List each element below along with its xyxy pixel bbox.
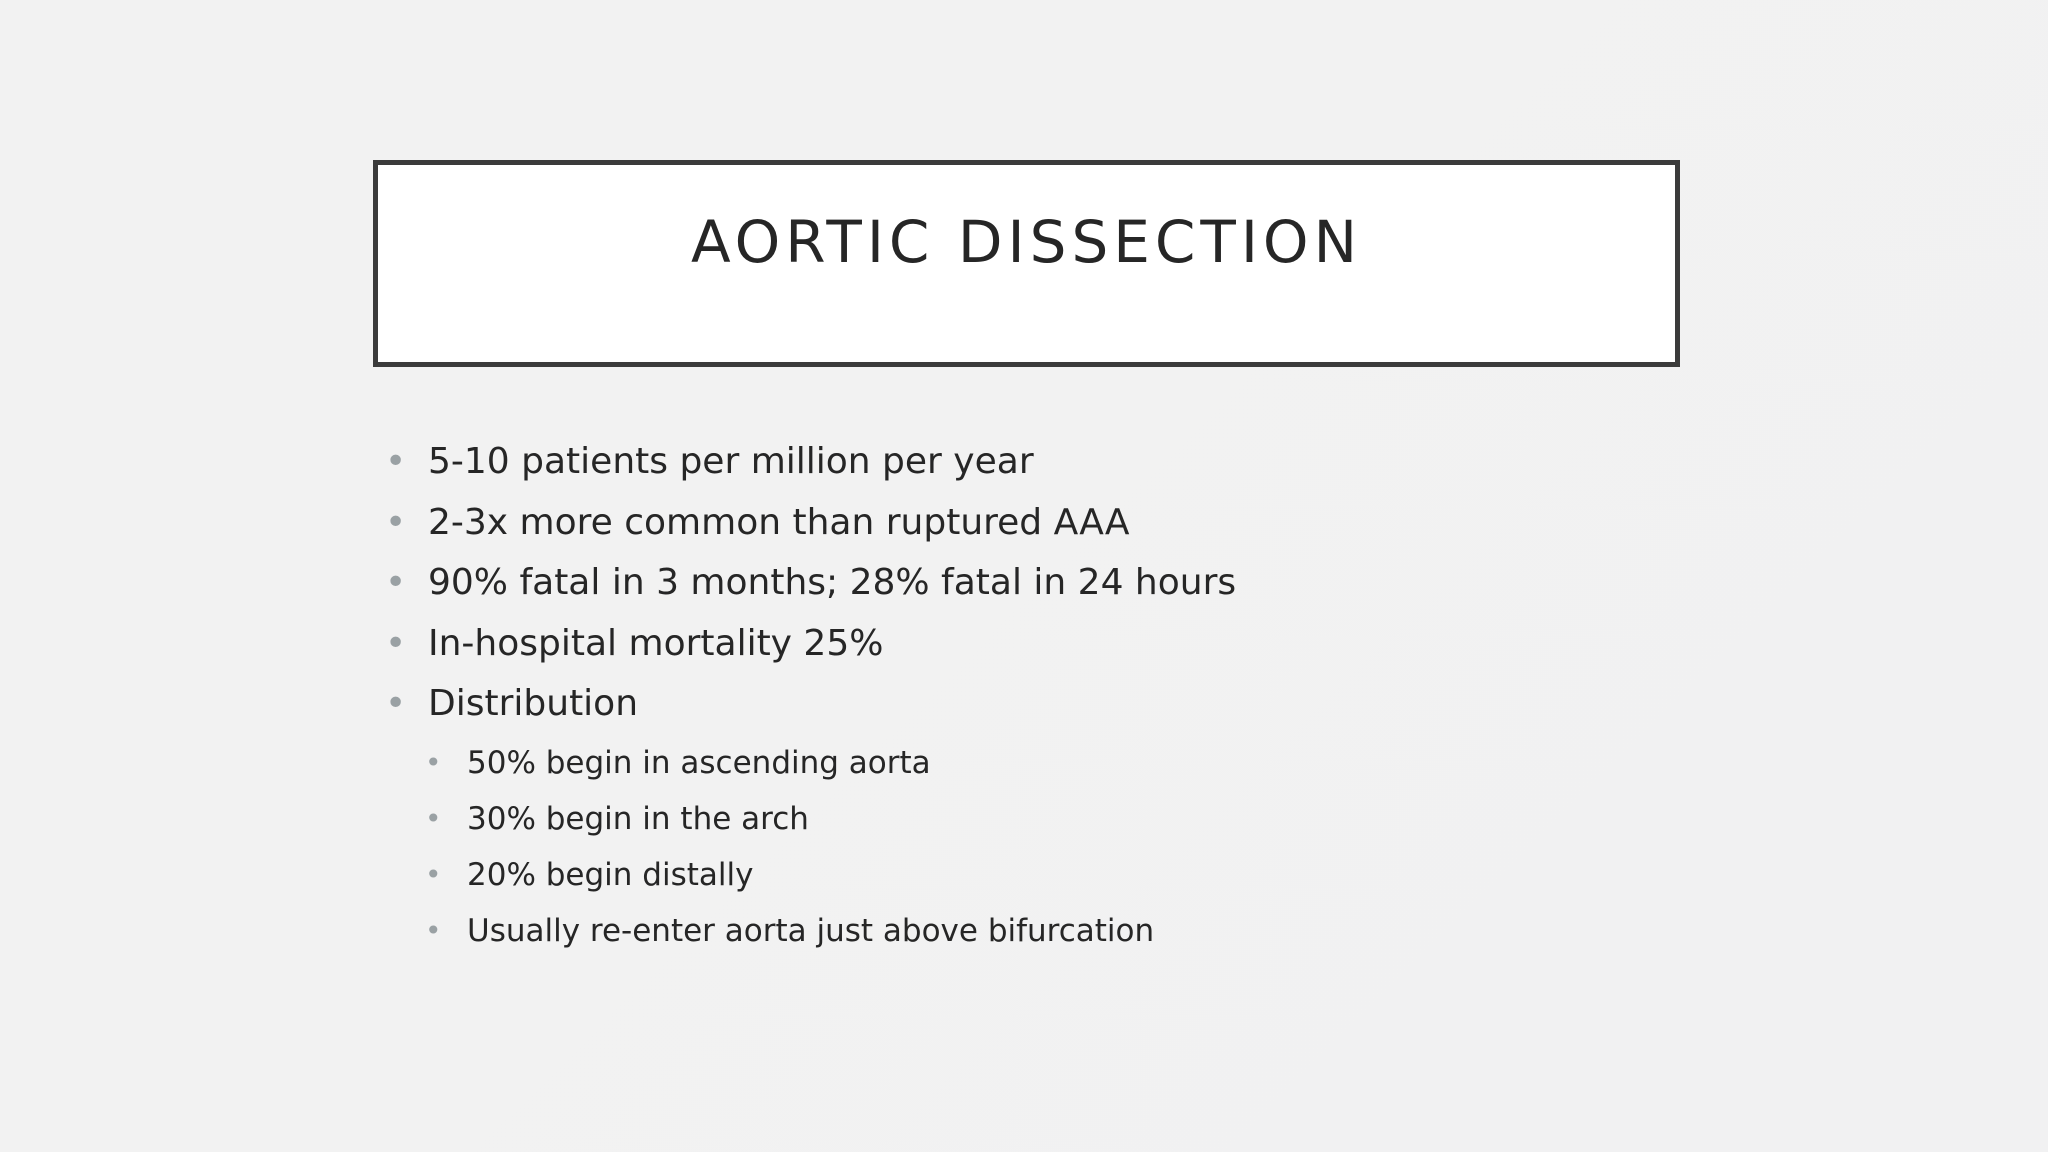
bullet-item	[385, 432, 1685, 493]
bullet-dot-icon: •	[385, 501, 407, 543]
sub-bullet-text: 20% begin distally	[467, 856, 754, 893]
bullet-item	[385, 493, 1685, 554]
bullet-text: Distribution	[428, 683, 639, 724]
bullet-dot-icon: •	[385, 441, 407, 482]
sub-bullet-text: 50% begin in ascending aorta	[467, 744, 931, 781]
title-box	[373, 160, 1680, 367]
sub-bullet-item	[385, 903, 1685, 959]
bullet-dot-icon: •	[385, 562, 407, 603]
slide-title: AORTIC DISSECTION	[691, 208, 1362, 276]
sub-bullet-dot-icon: •	[425, 801, 442, 835]
sub-bullet-item	[385, 791, 1685, 847]
sub-bullet-item	[385, 847, 1685, 903]
sub-bullet-item	[385, 735, 1685, 791]
bullet-text: 2-3x more common than ruptured AAA	[428, 501, 1130, 543]
sub-bullet-dot-icon: •	[425, 913, 442, 947]
bullet-text: 90% fatal in 3 months; 28% fatal in 24 hours	[428, 562, 1237, 603]
sub-bullet-text: Usually re-enter aorta just above bifurcation	[467, 912, 1155, 949]
bullet-list	[385, 432, 1685, 959]
bullet-item	[385, 674, 1685, 735]
bullet-text: 5-10 patients per million per year	[428, 441, 1034, 482]
bullet-dot-icon: •	[385, 683, 407, 724]
bullet-item	[385, 553, 1685, 614]
sub-bullet-dot-icon: •	[425, 745, 442, 779]
bullet-text: In-hospital mortality 25%	[428, 622, 884, 664]
sub-bullet-dot-icon: •	[425, 857, 442, 891]
bullet-item	[385, 614, 1685, 675]
sub-bullet-text: 30% begin in the arch	[467, 800, 809, 837]
bullet-dot-icon: •	[385, 622, 407, 664]
